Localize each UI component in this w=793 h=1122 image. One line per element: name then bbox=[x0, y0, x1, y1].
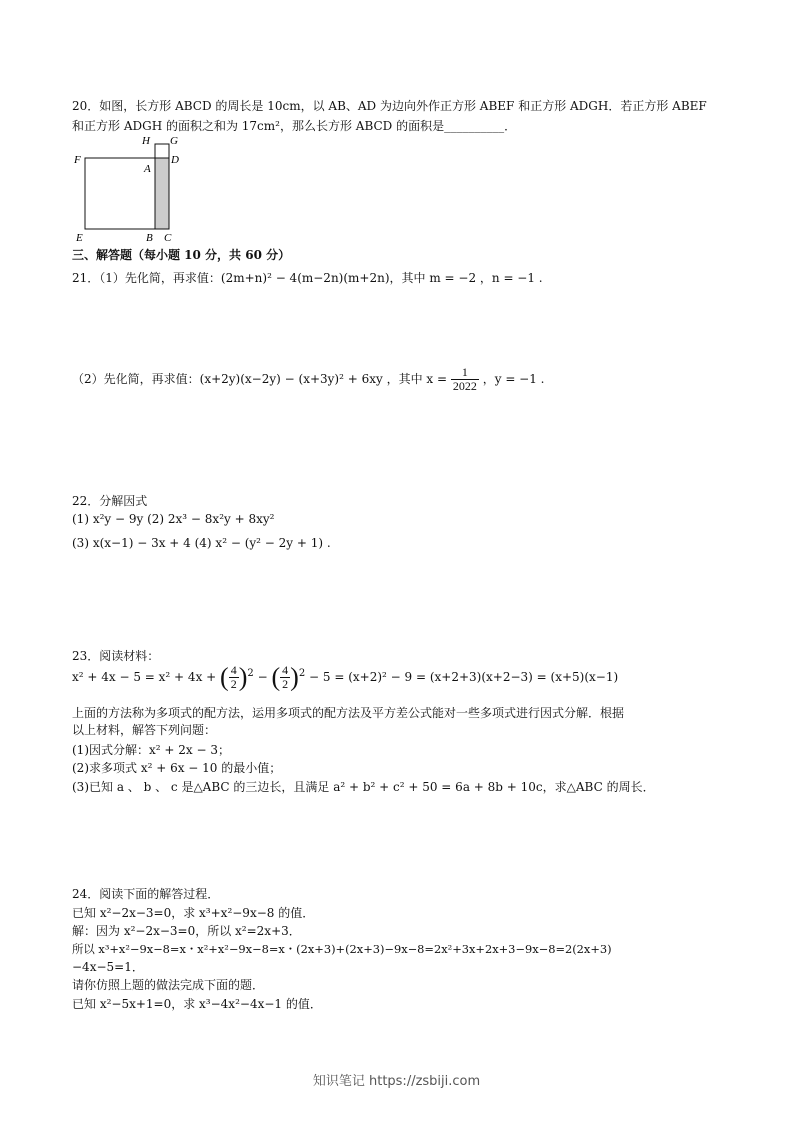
fraction-4-over-2 bbox=[229, 664, 239, 691]
q24-line-6: 已知 x²−5x+1=0，求 x³−4x²−4x−1 的值． bbox=[72, 997, 322, 1011]
q24-line-2: 解：因为 x²−2x−3=0，所以 x²=2x+3． bbox=[72, 924, 301, 938]
fraction-denominator: 2 bbox=[282, 677, 289, 691]
fraction-numerator: 4 bbox=[230, 663, 237, 677]
label-h: H bbox=[142, 135, 150, 147]
fraction-1-over-2022 bbox=[451, 366, 479, 393]
q21-part-2-suffix: ，y = −1 . bbox=[482, 372, 545, 386]
q23-item-3: (3)已知 a 、 b 、 c 是△ABC 的三边长，且满足 a² + b² + c² + 50 = 6a + 8b + 10c，求△ABC 的周长． bbox=[72, 780, 655, 794]
q20-line-2: 和正方形 ADGH 的面积之和为 17cm²，那么长方形 ABCD 的面积是__________． bbox=[72, 119, 517, 133]
fraction-denominator: 2022 bbox=[452, 379, 477, 393]
fraction-numerator: 1 bbox=[451, 366, 479, 380]
q20-figure bbox=[70, 133, 190, 245]
q24-line-3: 所以 x³+x²−9x−8=x・x²+x²−9x−8=x・(2x+3)+(2x+3)−9x−8=2x²+3x+2x+3−9x−8=2(2x+3) bbox=[72, 942, 612, 956]
q21-part-2-prefix: （2）先化简，再求值：(x+2y)(x−2y) − (x+3y)² + 6xy ，其中 x = bbox=[72, 372, 448, 386]
q23-eq-part-a: x² + 4x − 5 = x² + 4x + bbox=[72, 670, 217, 684]
q20-line-1: 20．如图，长方形 ABCD 的周长是 10cm，以 AB、AD 为边向外作正方形 ABEF 和正方形 ADGH．若正方形 ABEF bbox=[72, 99, 707, 113]
label-d: D bbox=[171, 154, 179, 166]
label-f: F bbox=[74, 154, 81, 166]
q21-part-1: 21．（1）先化简，再求值：(2m+n)² − 4(m−2n)(m+2n)，其中 m = −2 ，n = −1 . bbox=[72, 271, 543, 285]
q23-eq-part-b: − bbox=[257, 670, 268, 684]
q22-line-1: (1) x²y − 9y (2) 2x³ − 8x²y + 8xy² bbox=[72, 512, 275, 526]
q24-line-4: −4x−5=1． bbox=[72, 960, 144, 974]
label-b: B bbox=[146, 232, 153, 244]
fraction-numerator: 4 bbox=[282, 663, 289, 677]
rectangle-abcd bbox=[155, 158, 169, 229]
paren-close-icon: ) bbox=[238, 662, 248, 692]
label-e: E bbox=[76, 232, 83, 244]
paren-open-icon: ( bbox=[220, 662, 229, 692]
footer-watermark: 知识笔记 https://zsbiji.com bbox=[312, 1074, 481, 1089]
q23-item-1: (1)因式分解：x² + 2x − 3； bbox=[72, 743, 230, 757]
fraction-denominator: 2 bbox=[230, 677, 237, 691]
section-3-heading: 三、解答题（每小题 10 分，共 60 分） bbox=[72, 248, 291, 262]
paren-open-icon: ( bbox=[271, 662, 281, 692]
q24-line-1: 已知 x²−2x−3=0，求 x³+x²−9x−8 的值． bbox=[72, 906, 315, 920]
label-c: C bbox=[164, 232, 172, 244]
paren-close-icon: ) bbox=[290, 662, 299, 692]
q24-line-5: 请你仿照上题的做法完成下面的题． bbox=[72, 978, 265, 992]
q23-eq-part-c: − 5 = (x+2)² − 9 = (x+2+3)(x+2−3) = (x+5)(x−1) bbox=[309, 670, 619, 684]
q23-equation: x² + 4x − 5 = x² + 4x + ( $\frac{4}{2}$ )$^2$ − ( $\frac{4}{2}$ )$^2$ − 5 = (x+2)² − 9 = (x+2+3)(x+2−3) = (x+5)(x−1) bbox=[72, 662, 619, 692]
label-g: G bbox=[170, 135, 178, 147]
q23-desc-1: 上面的方法称为多项式的配方法，运用多项式的配方法及平方差公式能对一些多项式进行因式分解．根据 bbox=[72, 706, 625, 720]
q23-item-2: (2)求多项式 x² + 6x − 10 的最小值； bbox=[72, 761, 282, 775]
fraction-4-over-2 bbox=[280, 664, 290, 691]
q24-title: 24．阅读下面的解答过程． bbox=[72, 887, 220, 901]
q23-desc-2: 以上材料，解答下列问题： bbox=[72, 723, 217, 737]
square-adgh bbox=[155, 144, 169, 158]
label-a: A bbox=[144, 163, 151, 175]
q23-title: 23．阅读材料： bbox=[72, 649, 160, 663]
q22-title: 22．分解因式 bbox=[72, 494, 148, 508]
q21-part-2 bbox=[72, 366, 545, 393]
q22-line-2: (3) x(x−1) − 3x + 4 (4) x² − (y² − 2y + 1) . bbox=[72, 536, 331, 550]
